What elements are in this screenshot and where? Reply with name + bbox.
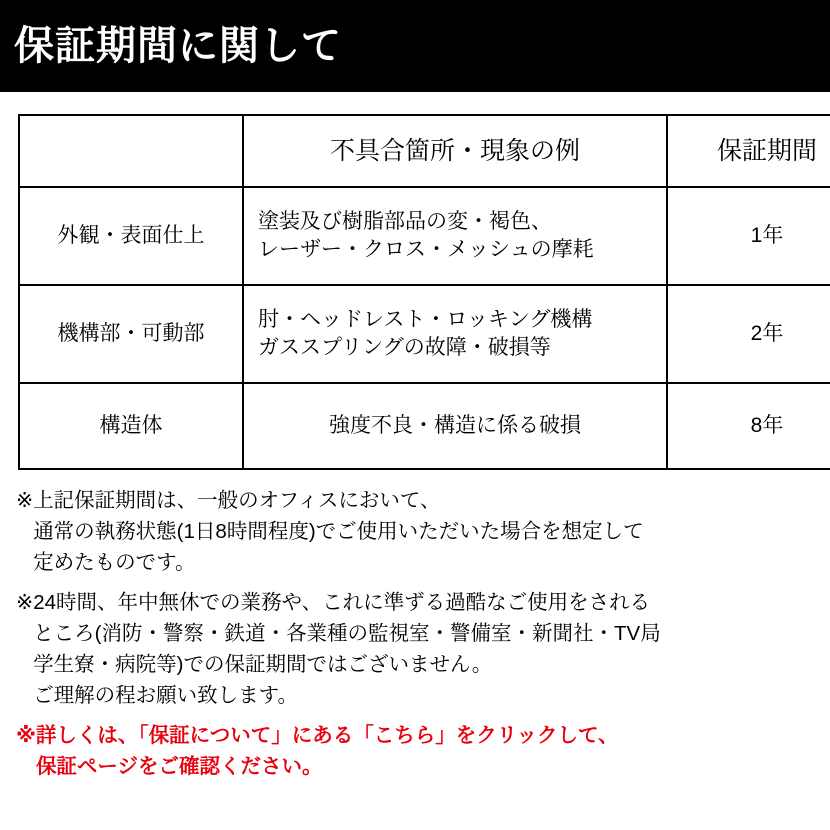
note-marker: ※	[16, 591, 34, 615]
table-row	[19, 285, 830, 383]
note-line: ところ(消防・警察・鉄道・各業種の監視室・警備室・新聞社・TV局	[33, 622, 661, 645]
row-description-line: 肘・ヘッドレスト・ロッキング機構	[258, 308, 593, 332]
note-body	[33, 486, 814, 578]
row-category: 構造体	[19, 383, 243, 469]
note-item	[16, 588, 814, 711]
note-line: 上記保証期間は、一般のオフィスにおいて、	[33, 489, 441, 512]
page-title: 保証期間に関して	[14, 24, 342, 68]
table-header-description: 不具合箇所・現象の例	[243, 115, 667, 187]
page-header-banner	[0, 0, 830, 92]
warranty-table	[18, 114, 830, 470]
row-category: 機構部・可動部	[19, 285, 243, 383]
row-term: 2年	[667, 285, 830, 383]
row-term: 8年	[667, 383, 830, 469]
note-item-highlight	[16, 721, 814, 783]
note-marker: ※	[16, 724, 36, 748]
note-item	[16, 486, 814, 578]
note-line: ご理解の程お願い致します。	[33, 683, 299, 707]
table-row	[19, 383, 830, 469]
row-description-line: 塗装及び樹脂部品の変・褐色、	[258, 210, 552, 234]
note-body	[36, 721, 814, 783]
note-line: 学生寮・病院等)での保証期間ではございません。	[33, 652, 493, 676]
note-line: 24時間、年中無休での業務や、これに準ずる過酷なご使用をされる	[33, 591, 651, 615]
table-header-row	[19, 115, 830, 187]
note-line: 詳しくは、「保証について」にある「こちら」をクリックして、	[35, 724, 619, 748]
table-header-term: 保証期間	[667, 115, 830, 187]
row-description-line: ガススプリングの故障・破損等	[258, 336, 551, 359]
row-description-line: レーザー・クロス・メッシュの摩耗	[258, 238, 594, 261]
table-header-category	[19, 115, 243, 187]
warranty-table-container	[0, 92, 830, 470]
note-line: 通常の執務状態(1日8時間程度)でご使用いただいた場合を想定して	[33, 519, 644, 543]
row-description-line: 強度不良・構造に係る破損	[329, 414, 581, 438]
row-category: 外観・表面仕上	[19, 187, 243, 285]
note-line: 保証ページをご確認ください。	[35, 755, 323, 778]
row-description	[243, 285, 667, 383]
row-description	[243, 383, 667, 469]
note-marker: ※	[16, 489, 34, 512]
table-row	[19, 187, 830, 285]
note-body	[33, 588, 814, 711]
notes-section	[0, 470, 830, 783]
row-term: 1年	[667, 187, 830, 285]
note-line: 定めたものです。	[33, 550, 196, 574]
row-description	[243, 187, 667, 285]
